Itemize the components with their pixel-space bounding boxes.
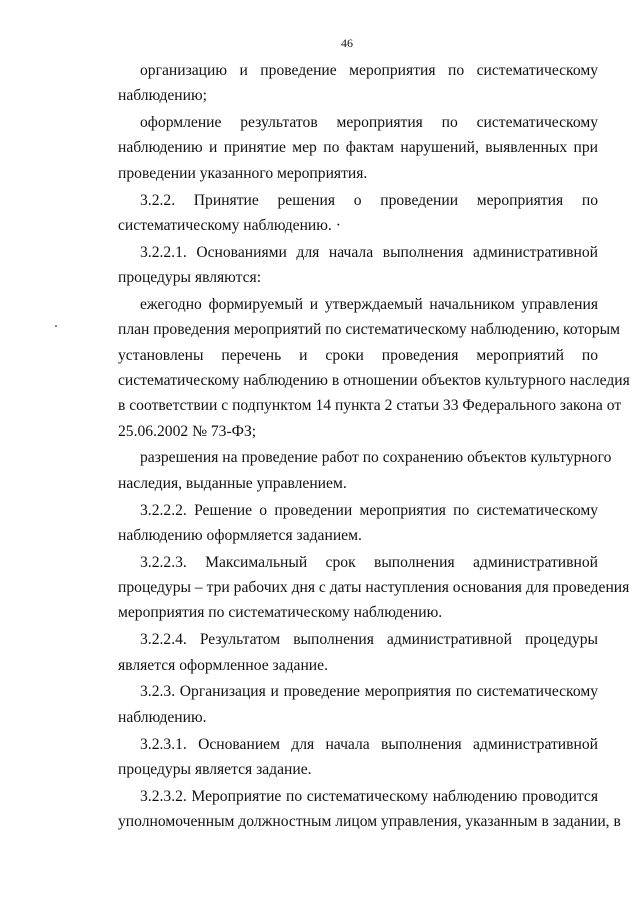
text-line: 3.2.2.3. Максимальный срок выполнения административной [140, 553, 598, 571]
text-line: процедуры является задание. [118, 760, 312, 778]
text-line: систематическому наблюдению. · [118, 216, 341, 234]
text-line: 3.2.2.4. Результатом выполнения административной процедуры [140, 631, 598, 649]
paragraph [118, 679, 598, 730]
text-line: разрешения на проведение работ по сохранению объектов культурного [140, 449, 612, 467]
document-body [118, 58, 630, 836]
text-line: в соответствии с подпунктом 14 пункта 2 статьи 33 Федерального закона от [118, 397, 622, 415]
scan-artifact [55, 325, 57, 327]
text-line: 3.2.2. Принятие решения о проведении мероприятия по [140, 191, 598, 209]
paragraph [118, 240, 598, 291]
text-line: 25.06.2002 № 73-ФЗ; [118, 422, 257, 440]
text-line: план проведения мероприятий по систематическому наблюдению, которым [118, 321, 620, 339]
paragraph [118, 784, 621, 835]
text-line: уполномоченным должностным лицом управления, указанным в задании, в [118, 813, 621, 831]
text-line: процедуры – три рабочих дня с даты наступления основания для проведения [118, 579, 630, 597]
text-line: является оформленное задание. [118, 656, 328, 674]
paragraph [118, 445, 612, 496]
paragraph [118, 58, 598, 109]
page-number: 46 [341, 36, 353, 50]
text-line: оформление результатов мероприятия по систематическому [140, 114, 598, 132]
text-line: 3.2.3.1. Основанием для начала выполнения административной [140, 735, 598, 753]
text-line: наследия, выданные управлением. [118, 474, 347, 492]
text-line: систематическому наблюдению в отношении объектов культурного наследия [118, 371, 630, 389]
text-line: наблюдению; [118, 87, 207, 105]
text-line: ежегодно формируемый и утверждаемый начальником управления [140, 296, 598, 314]
paragraph [118, 732, 598, 783]
text-line: мероприятия по систематическому наблюдению. [118, 604, 443, 622]
paragraph [118, 627, 598, 678]
paragraph [118, 188, 598, 239]
paragraph [118, 498, 598, 549]
paragraph [118, 550, 630, 626]
text-line: проведении указанного мероприятия. [118, 164, 368, 182]
text-line: 3.2.2.1. Основаниями для начала выполнения административной [140, 243, 598, 261]
text-line: наблюдению. [118, 708, 207, 726]
paragraph [118, 110, 598, 186]
paragraph [118, 292, 630, 444]
text-line: установлены перечень и сроки проведения мероприятий по [118, 346, 598, 364]
text-line: 3.2.3.2. Мероприятие по систематическому наблюдению проводится [140, 787, 598, 805]
text-line: наблюдению и принятие мер по фактам нарушений, выявленных при [118, 139, 598, 157]
text-line: 3.2.3. Организация и проведение мероприятия по систематическому [140, 683, 598, 701]
text-line: наблюдению оформляется заданием. [118, 526, 362, 544]
text-line: 3.2.2.2. Решение о проведении мероприятия по систематическому [140, 501, 598, 519]
text-line: организацию и проведение мероприятия по систематическому [140, 62, 598, 79]
text-line: процедуры являются: [118, 269, 262, 287]
